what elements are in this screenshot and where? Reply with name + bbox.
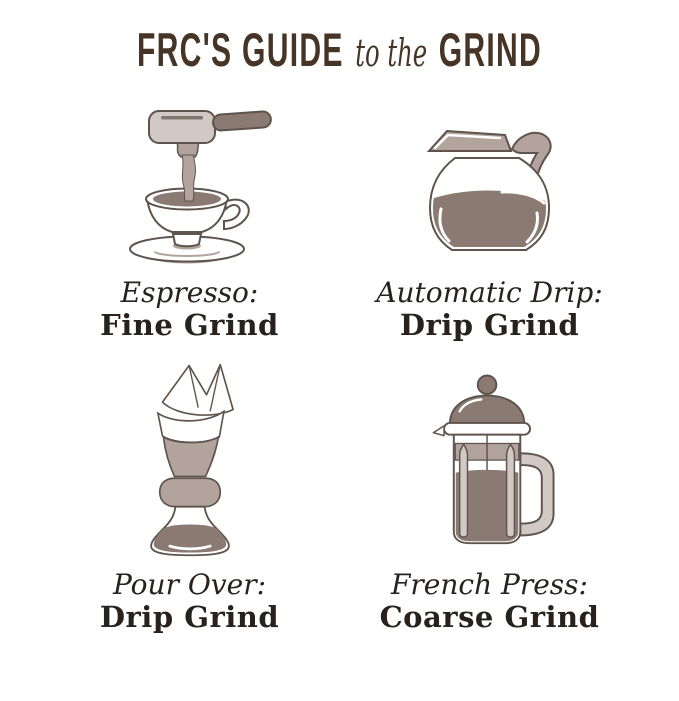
title-script: to the	[355, 31, 428, 75]
method-label: Espresso:	[120, 276, 259, 310]
espresso-labels	[100, 276, 279, 342]
drip-coffee-carafe-icon	[404, 98, 574, 270]
page-title	[122, 22, 557, 77]
french-press-icon	[401, 360, 577, 558]
carafe-illustration	[404, 122, 574, 266]
title-tail: GRIND	[438, 23, 543, 76]
method-cell-espresso	[100, 98, 279, 342]
method-cell-french-press	[380, 342, 600, 634]
grind-label: Coarse Grind	[379, 600, 600, 635]
grind-guide-infographic	[0, 22, 679, 701]
title-lead: FRC'S GUIDE	[136, 23, 344, 76]
french-press-labels	[380, 568, 600, 634]
pour-over-labels	[100, 568, 279, 634]
method-label: French Press:	[390, 568, 588, 602]
espresso-portafilter-cup-icon	[103, 98, 275, 270]
automatic-drip-labels	[376, 276, 603, 342]
method-label: Automatic Drip:	[376, 276, 603, 310]
method-label: Pour Over:	[112, 568, 267, 602]
methods-grid	[40, 98, 640, 634]
grind-label: Fine Grind	[100, 308, 279, 343]
pour-over-illustration	[107, 360, 273, 558]
grind-label: Drip Grind	[399, 308, 580, 343]
method-cell-automatic-drip	[376, 98, 603, 342]
french-press-illustration	[401, 370, 577, 558]
grind-label: Drip Grind	[99, 600, 280, 635]
espresso-illustration	[103, 100, 275, 270]
pour-over-chemex-icon	[107, 360, 273, 558]
method-cell-pour-over	[100, 342, 279, 634]
